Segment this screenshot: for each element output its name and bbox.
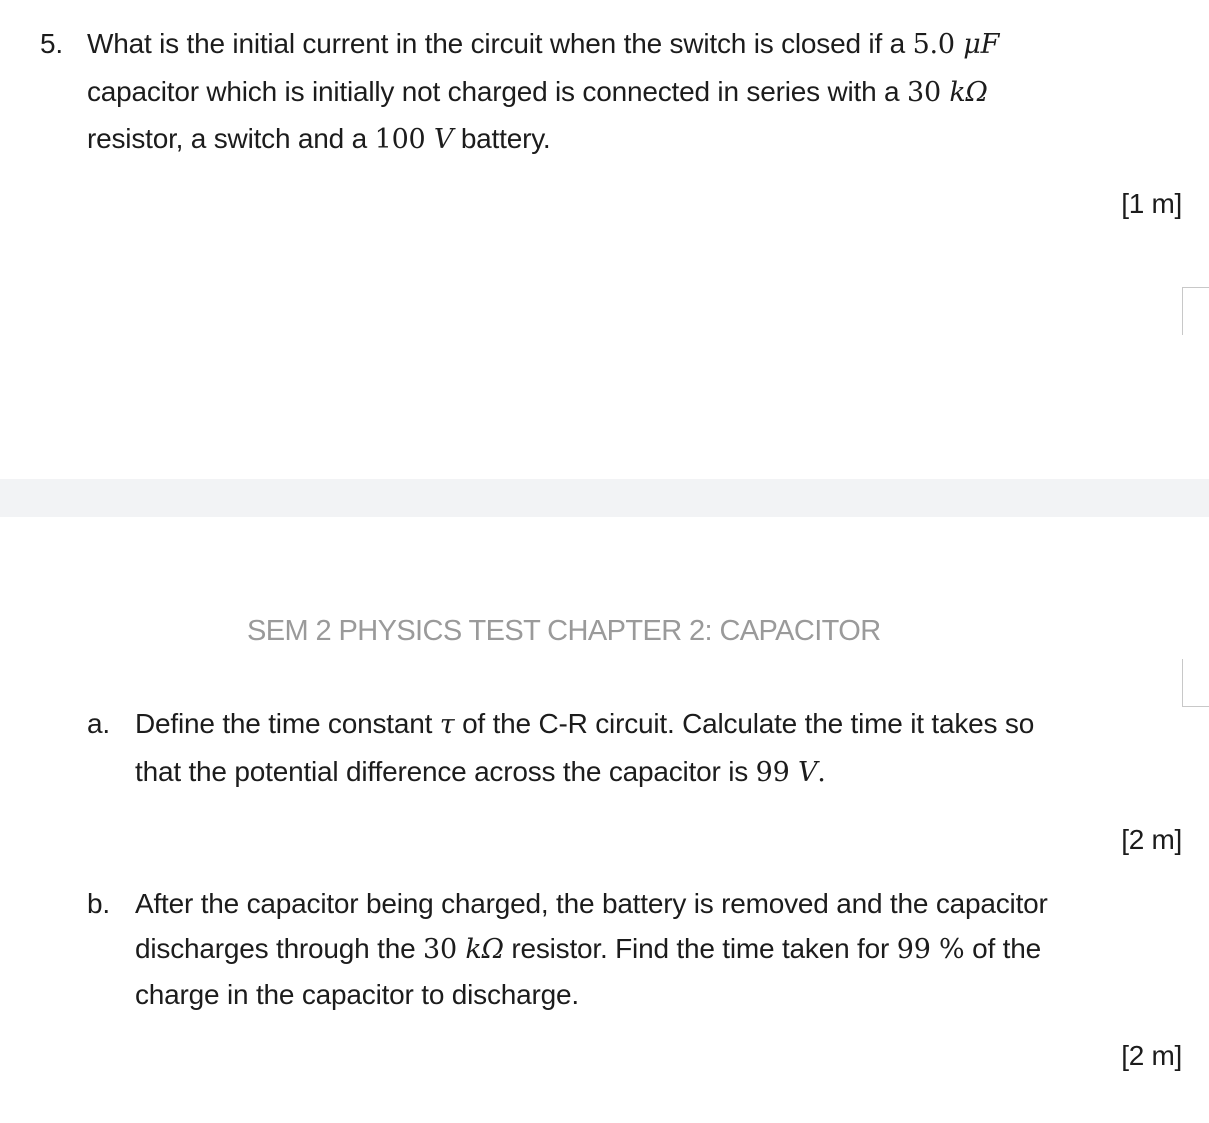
question-5-line-2: capacitor which is initially not charged is connected in series with a 30 kΩ [87,75,988,108]
document-page-2 [0,517,1209,1123]
part-a-label: a. [87,708,110,739]
math-value: 30 [423,934,458,965]
math-value: 99 [755,756,790,788]
part-a-text [135,701,1195,796]
math-value: 30 [907,76,941,108]
part-b-line-2: discharges through the 30 kΩ resistor. Find the time taken for 99 % of the [135,933,1041,965]
math-percent: 99 % [896,934,965,965]
math-tau: τ [439,709,455,740]
page-separator [0,479,1209,517]
part-a-line-2: that the potential difference across the capacitor is 99 V. [135,755,826,788]
math-unit: V [797,756,818,788]
question-number: 5. [40,28,63,59]
document-page-1 [0,0,1209,479]
page-corner-crop-mark [1182,287,1209,335]
math-unit: kΩ [949,76,988,108]
part-b-marks: [2 m] [1121,1040,1182,1071]
question-5-marks: [1 m] [1121,188,1182,219]
math-unit: kΩ [465,934,504,965]
math-value: 5.0 [912,29,955,60]
question-5-line-1: What is the initial current in the circuit when the switch is closed if a 5.0 μF [87,28,1000,60]
page-corner-crop-mark [1182,659,1209,707]
part-b-line-3: charge in the capacitor to discharge. [135,979,579,1010]
question-5-line-3: resistor, a switch and a 100 V battery. [87,123,551,155]
math-unit: μF [963,29,1000,60]
math-value: 100 [374,124,426,155]
part-b-label: b. [87,888,110,919]
part-a-line-1: Define the time constant τ of the C-R circuit. Calculate the time it takes so [135,708,1035,740]
part-a-marks: [2 m] [1121,824,1182,855]
math-unit: V [433,124,454,155]
page-header: SEM 2 PHYSICS TEST CHAPTER 2: CAPACITOR [247,615,881,647]
part-b-text [135,881,1195,1017]
question-5-text [87,21,1187,164]
part-b-line-1: After the capacitor being charged, the battery is removed and the capacitor [135,888,1048,919]
